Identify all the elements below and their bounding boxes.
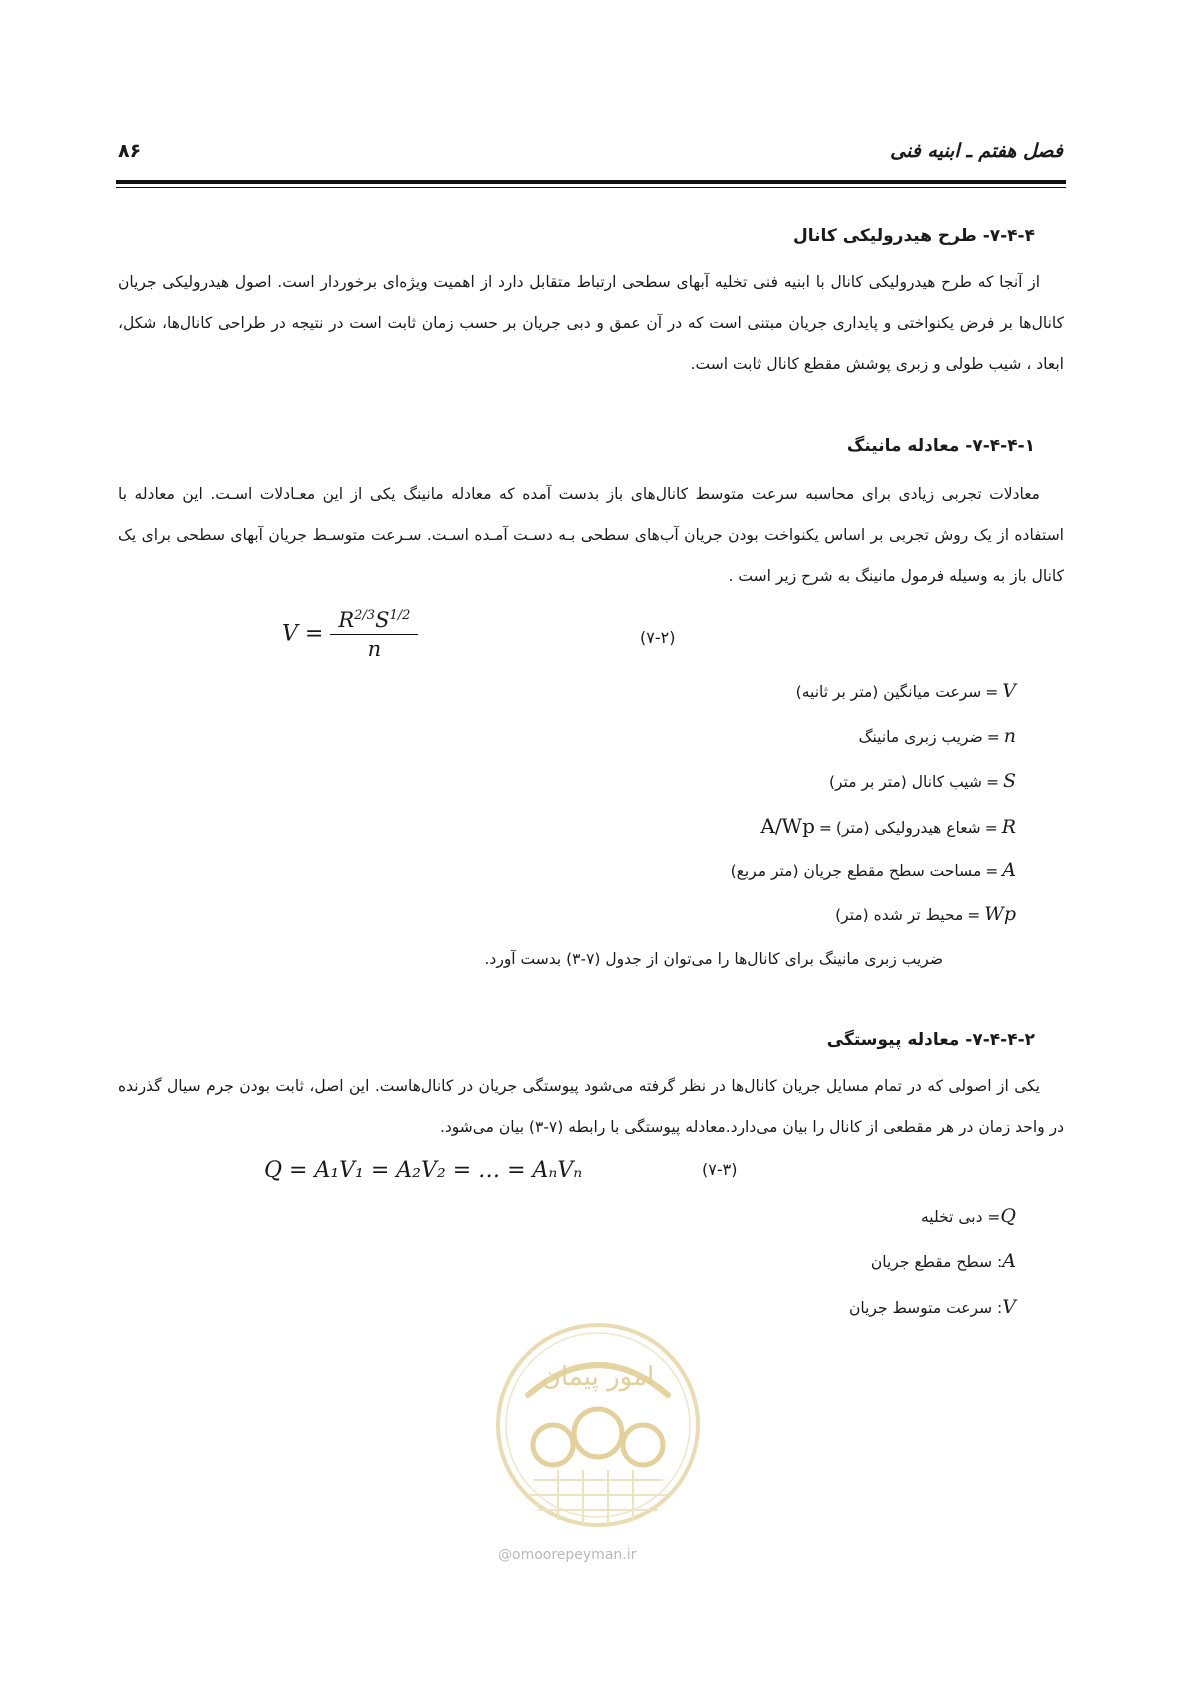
definition-slope: S=شیب کانال (متر بر متر) bbox=[828, 770, 1016, 792]
definition-roughness: n=ضریب زبری مانینگ bbox=[858, 725, 1016, 747]
header-rule-thin bbox=[116, 187, 1066, 188]
watermark-site: @omoorepeyman.ir bbox=[498, 1547, 637, 1563]
equation-number-manning: (۷-۲) bbox=[640, 628, 676, 647]
paragraph-manning: معادلات تجربی زیادی برای محاسبه سرعت متوسط کانال‌های باز بدست آمده که معادله مانینگ یکی از این معـادلات اسـت. این معادله با استفاده از یک روش تجربی بر اساس یکنواخت بودن جریان آب‌های سطحی بـه دسـت آمـده اسـت. سـرعت متوسـط جریان آبهای سطحی برای یک کانال باز به وسیله فرمول مانینگ به شرح زیر است . bbox=[118, 485, 1064, 585]
paragraph-continuity: یکی از اصولی که در تمام مسایل جریان کانال‌ها در نظر گرفته می‌شود پیوستگی جریان در کانال‌هاست. این اصل، ثابت بودن جرم سیال گذرنده در واحد زمان در هر مقطعی از کانال را بیان می‌دارد.معادله پیوستگی با رابطه (۷-۳) بیان می‌شود. bbox=[118, 1077, 1064, 1136]
definition-discharge: Q= دبی تخلیه bbox=[920, 1205, 1016, 1227]
manning-equation: V = $\frac{R^{2/3}S^{1/2}}{n}$ bbox=[282, 608, 418, 661]
svg-text:امور پیمان: امور پیمان bbox=[541, 1362, 655, 1392]
continuity-equation: Q = A₁V₁ = A₂V₂ = … = AₙVₙ bbox=[264, 1158, 583, 1183]
manning-closing-text: ضریب زبری مانینگ برای کانال‌ها را می‌توان از جدول (۷-۳) بدست آورد. bbox=[484, 950, 943, 968]
definition-wetted-perimeter: Wp=محیط تر شده (متر) bbox=[835, 903, 1016, 925]
page-number: ۸۶ bbox=[118, 140, 142, 162]
header-rule-thick bbox=[116, 180, 1066, 184]
definition-mean-velocity: V: سرعت متوسط جریان bbox=[848, 1296, 1016, 1318]
equation-number-continuity: (۷-۳) bbox=[702, 1160, 738, 1179]
chapter-title: فصل هفتم ـ ابنیه فنی bbox=[890, 140, 1063, 162]
paragraph-hydraulic-design: از آنجا که طرح هیدرولیکی کانال با ابنیه فنی تخلیه آبهای سطحی ارتباط متقابل دارد از اهمیت ویژه‌ای برخوردار است. اصول هیدرولیکی جریان کانال‌ها بر فرض یکنواختی و پایداری جریان مبتنی است که در آن عمق و دبی جریان بر حسب زمان ثابت است در نتیجه در طراحی کانال‌ها، شکل، ابعاد ، شیب طولی و زبری پوشش مقطع کانال ثابت است. bbox=[118, 273, 1064, 373]
equation-fraction: $\frac{R^{2/3}S^{1/2}}{n}$ bbox=[330, 608, 418, 661]
definition-area: A=مساحت سطح مقطع جریان (متر مربع) bbox=[730, 859, 1016, 881]
section-heading-continuity: ۷-۴-۴-۲- معادله پیوستگی bbox=[826, 1030, 1035, 1050]
definition-flow-area: A: سطح مقطع جریان bbox=[870, 1250, 1016, 1272]
equation-lhs: V bbox=[282, 621, 298, 647]
definition-velocity: V=سرعت میانگین (متر بر ثانیه) bbox=[795, 680, 1016, 702]
section-heading-hydraulic-design: ۷-۴-۴- طرح هیدرولیکی کانال bbox=[793, 226, 1035, 246]
definition-hydraulic-radius: R=شعاع هیدرولیکی (متر)=A/Wp bbox=[760, 814, 1016, 838]
section-heading-manning: ۷-۴-۴-۱- معادله مانینگ bbox=[846, 436, 1035, 456]
watermark-logo bbox=[488, 1315, 708, 1535]
